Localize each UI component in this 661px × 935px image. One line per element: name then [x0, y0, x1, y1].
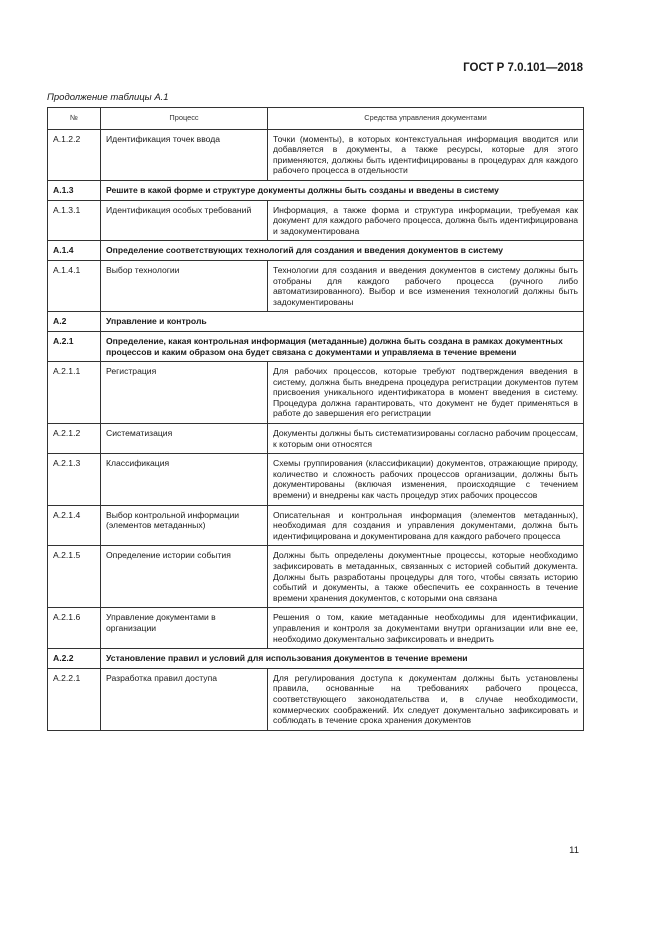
controls-cell: Для регулирования доступа к документам должны быть установлены правила, основанные на требованиях рабочего процесса, соответствующего законодательства и, в случае необходимости, коммерческих соображений. Их следует документально зафиксировать и соблюдать в течение срока хранения документов: [268, 668, 584, 730]
row-number: А.2.2: [48, 649, 101, 669]
table-row: [48, 505, 584, 546]
table-row: [48, 668, 584, 730]
row-number: А.2.1.6: [48, 608, 101, 649]
section-title: Определение соответствующих технологий для создания и введения документов в систему: [101, 241, 584, 261]
controls-cell: Описательная и контрольная информация (элементов метаданных), необходимая для создания и управления документами, должна быть идентифицирована и документирована для каждого рабочего процесса: [268, 505, 584, 546]
section-title: Решите в какой форме и структуре документы должны быть созданы и введены в систему: [101, 180, 584, 200]
row-number: А.1.4: [48, 241, 101, 261]
table-row: [48, 424, 584, 454]
table-row: [48, 546, 584, 608]
table-row: [48, 129, 584, 180]
table-row: [48, 608, 584, 649]
row-number: А.2.2.1: [48, 668, 101, 730]
table-caption: Продолжение таблицы А.1: [47, 92, 169, 103]
process-cell: Регистрация: [101, 362, 268, 424]
section-title: Управление и контроль: [101, 312, 584, 332]
row-number: А.2.1.4: [48, 505, 101, 546]
page-number: 11: [569, 845, 579, 856]
controls-cell: Схемы группирования (классификации) документов, отражающие природу, количество и сложность рабочих процессов организации, должны быть документированы (включая изменения, происходящие с течением времени) и внедрены как часть процедур этих рабочих процессов: [268, 454, 584, 505]
controls-cell: Документы должны быть систематизированы согласно рабочим процессам, к которым они относятся: [268, 424, 584, 454]
column-header-number: №: [48, 108, 101, 130]
process-cell: Систематизация: [101, 424, 268, 454]
controls-cell: Информация, а также форма и структура информации, требуемая как документ для каждого рабочего процесса, должна быть идентифицирована и задокументирована: [268, 200, 584, 241]
table-row: [48, 454, 584, 505]
row-number: А.1.3: [48, 180, 101, 200]
section-row: [48, 331, 584, 361]
requirements-table: [47, 107, 584, 731]
section-title: Установление правил и условий для использования документов в течение времени: [101, 649, 584, 669]
section-row: [48, 241, 584, 261]
section-row: [48, 312, 584, 332]
row-number: А.2: [48, 312, 101, 332]
controls-cell: Технологии для создания и введения документов в систему должны быть отобраны для каждого рабочего процесса (ручного либо автоматизированного). Выбор и все изменения технологий должны быть задокументированы: [268, 260, 584, 311]
process-cell: Управление документами в организации: [101, 608, 268, 649]
table-row: [48, 362, 584, 424]
controls-cell: Для рабочих процессов, которые требуют подтверждения введения в систему, должна быть внедрена процедура регистрации документов путем присвоения уникального идентификатора в момент введения в систему. Процедура должна гарантировать, что документ не будет применяться в работе до завершения его регистрации: [268, 362, 584, 424]
process-cell: Выбор контрольной информации (элементов метаданных): [101, 505, 268, 546]
process-cell: Определение истории события: [101, 546, 268, 608]
table-row: [48, 200, 584, 241]
row-number: А.1.4.1: [48, 260, 101, 311]
row-number: А.2.1: [48, 331, 101, 361]
process-cell: Идентификация особых требований: [101, 200, 268, 241]
section-row: [48, 180, 584, 200]
column-header-controls: Средства управления документами: [268, 108, 584, 130]
column-header-process: Процесс: [101, 108, 268, 130]
controls-cell: Должны быть определены документные процессы, которые необходимо зафиксировать в метаданных, связанных с историей событий документа. Должны быть разработаны процедуры для того, чтобы связать историю событий и документы, а также обеспечить ее сохранность в течение времени хранения документов, с которыми она связана: [268, 546, 584, 608]
row-number: А.2.1.5: [48, 546, 101, 608]
row-number: А.1.2.2: [48, 129, 101, 180]
row-number: А.2.1.1: [48, 362, 101, 424]
table-header-row: [48, 108, 584, 130]
process-cell: Классификация: [101, 454, 268, 505]
section-title: Определение, какая контрольная информация (метаданные) должна быть создана в рамках документных процессов и каким образом она будет связана с документами и управляема в течение времени: [101, 331, 584, 361]
process-cell: Разработка правил доступа: [101, 668, 268, 730]
process-cell: Выбор технологии: [101, 260, 268, 311]
controls-cell: Решения о том, какие метаданные необходимы для идентификации, управления и контроля за документами внутри организации или вне ее, необходимо документально зафиксировать и внедрить: [268, 608, 584, 649]
process-cell: Идентификация точек ввода: [101, 129, 268, 180]
document-code: ГОСТ Р 7.0.101—2018: [463, 62, 583, 74]
controls-cell: Точки (моменты), в которых контекстуальная информация вводится или добавляется в документы, а также ресурсы, которые для этого применяются, должны быть идентифицированы в процедурах для каждого рабочего процесса в отдельности: [268, 129, 584, 180]
table-body: [48, 129, 584, 730]
row-number: А.2.1.2: [48, 424, 101, 454]
row-number: А.1.3.1: [48, 200, 101, 241]
section-row: [48, 649, 584, 669]
table-row: [48, 260, 584, 311]
row-number: А.2.1.3: [48, 454, 101, 505]
